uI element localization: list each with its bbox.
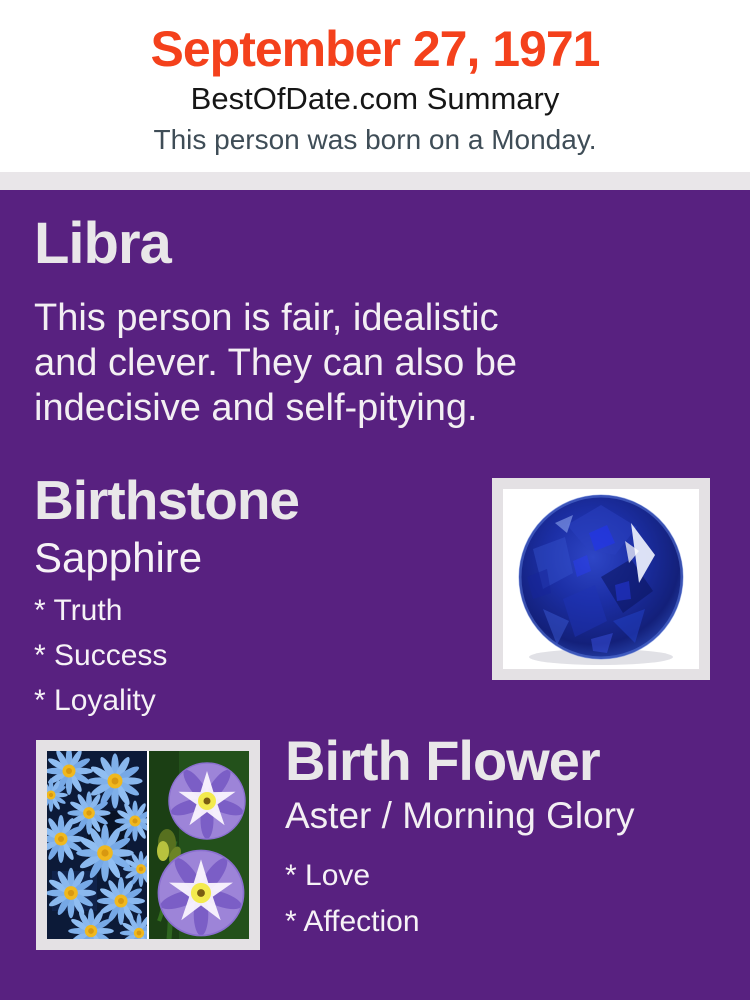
birthstone-trait: * Success — [34, 639, 168, 672]
aster-photo-icon — [47, 751, 147, 939]
birthstone-name: Sapphire — [34, 534, 203, 581]
birth-flower-name: Aster / Morning Glory — [285, 795, 635, 836]
zodiac-description — [34, 296, 517, 431]
site-summary-title: BestOfDate.com Summary — [190, 81, 560, 116]
birthstone-heading: Birthstone — [34, 469, 299, 531]
sapphire-photo-background — [503, 489, 699, 669]
zodiac-description-line: This person is fair, idealistic — [34, 297, 499, 339]
birth-flower-trait: * Affection — [285, 905, 420, 938]
birthstone-trait-list — [34, 588, 167, 723]
zodiac-description-line: and clever. They can also be — [34, 342, 518, 384]
birthstone-trait: * Truth — [34, 594, 123, 627]
zodiac-heading: Libra — [34, 211, 171, 276]
header — [0, 0, 750, 172]
birth-flower-trait: * Love — [285, 859, 371, 892]
birth-flower-heading: Birth Flower — [285, 729, 600, 792]
birth-flower-photo-pair — [47, 751, 249, 939]
sapphire-gem-icon — [503, 489, 699, 669]
divider-strip — [0, 172, 750, 190]
birth-flower-image — [36, 740, 260, 950]
zodiac-description-line: indecisive and self-pitying. — [34, 387, 478, 429]
page-title-date: September 27, 1971 — [150, 21, 600, 77]
birth-flower-trait-list — [285, 853, 420, 945]
details-section — [0, 190, 750, 1000]
birthstone-trait: * Loyality — [34, 684, 156, 717]
morning-glory-photo-icon — [149, 751, 249, 939]
weekday-note: This person was born on a Monday. — [153, 124, 597, 155]
sapphire-image — [492, 478, 710, 680]
